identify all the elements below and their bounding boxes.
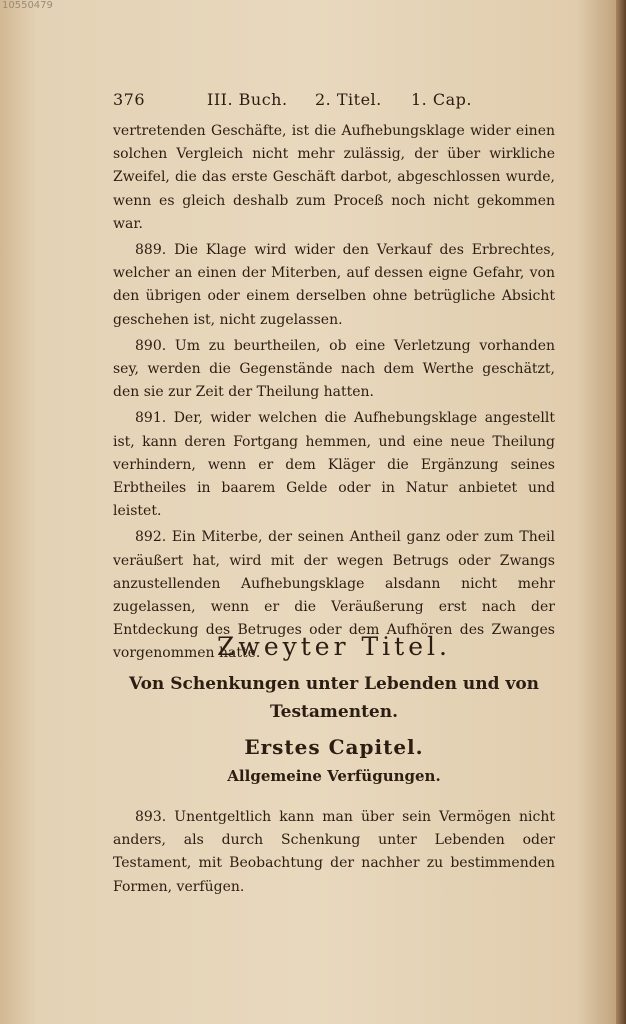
chapter-heading: Erstes Capitel. (244, 735, 424, 759)
paragraph-text: Die Klage wird wider den Verkauf des Erbrechtes, welcher an einen der Miterben, auf dessen eigne Gefahr, von den übrigen oder einem derselben ohne betrügliche Absicht geschehen ist, nicht zugelassen. (113, 242, 556, 328)
paragraph (113, 407, 555, 523)
paragraph (113, 239, 555, 332)
paragraph-text: vertretenden Geschäfte, ist die Aufhebungsklage wider einen solchen Vergleich nicht mehr zulässig, der über wirkliche Zweifel, die das erste Geschäft darbot, abgeschlossen wurde, wenn es gleich deshalb zum Proceß noch nicht gekommen war. (113, 123, 555, 232)
title-heading: Zweyter Titel. (217, 632, 451, 661)
paragraph-number: 889. (135, 242, 167, 259)
paragraph-number: 890. (135, 337, 167, 354)
catalog-stamp: 10550479 (2, 0, 53, 11)
title-subheading: Von Schenkungen unter Lebenden und von Testamenten. (128, 674, 540, 722)
section-heading: Allgemeine Verfügungen. (227, 767, 441, 785)
running-head-book: III. Buch. (207, 90, 288, 109)
body-text-bottom (113, 806, 555, 899)
paragraph (113, 120, 555, 236)
running-head-title: 2. Titel. (315, 90, 382, 109)
paragraph-text: Um zu beurtheilen, ob eine Verletzung vorhanden sey, werden die Gegenstände nach dem Werthe geschätzt, den sie zur Zeit der Theilung hatten. (113, 337, 556, 401)
paragraph-number: 893. (135, 809, 167, 825)
running-head-chapter: 1. Cap. (411, 90, 472, 109)
page-number: 376 (113, 90, 146, 109)
running-head (113, 90, 553, 109)
page-edge (616, 0, 626, 1024)
paragraph-number: 892. (135, 529, 167, 546)
body-text-top (113, 120, 555, 666)
paragraph (113, 335, 555, 405)
paragraph (113, 806, 555, 899)
paragraph-number: 891. (135, 410, 167, 427)
paragraph-text: Unentgeltlich kann man über sein Vermögen nicht anders, als durch Schenkung unter Lebenden oder Testament, mit Beobachtung der nachher zu bestimmenden Formen, verfügen. (113, 809, 555, 895)
paragraph-text: Ein Miterbe, der seinen Antheil ganz oder zum Theil veräußert hat, wird mit der wegen Betrugs oder Zwangs anzustellenden Aufhebungsklage alsdann nicht mehr zugelassen, wenn er die Veräußerung erst nach der Entdeckung des Betruges oder dem Aufhören des Zwanges vorgenommen hatte. (113, 529, 555, 662)
paragraph-text: Der, wider welchen die Aufhebungsklage angestellt ist, kann deren Fortgang hemmen, und eine neue Theilung verhindern, wenn er dem Kläger die Ergänzung seines Erbtheiles in baarem Gelde oder in Natur anbietet und leistet. (113, 410, 555, 520)
